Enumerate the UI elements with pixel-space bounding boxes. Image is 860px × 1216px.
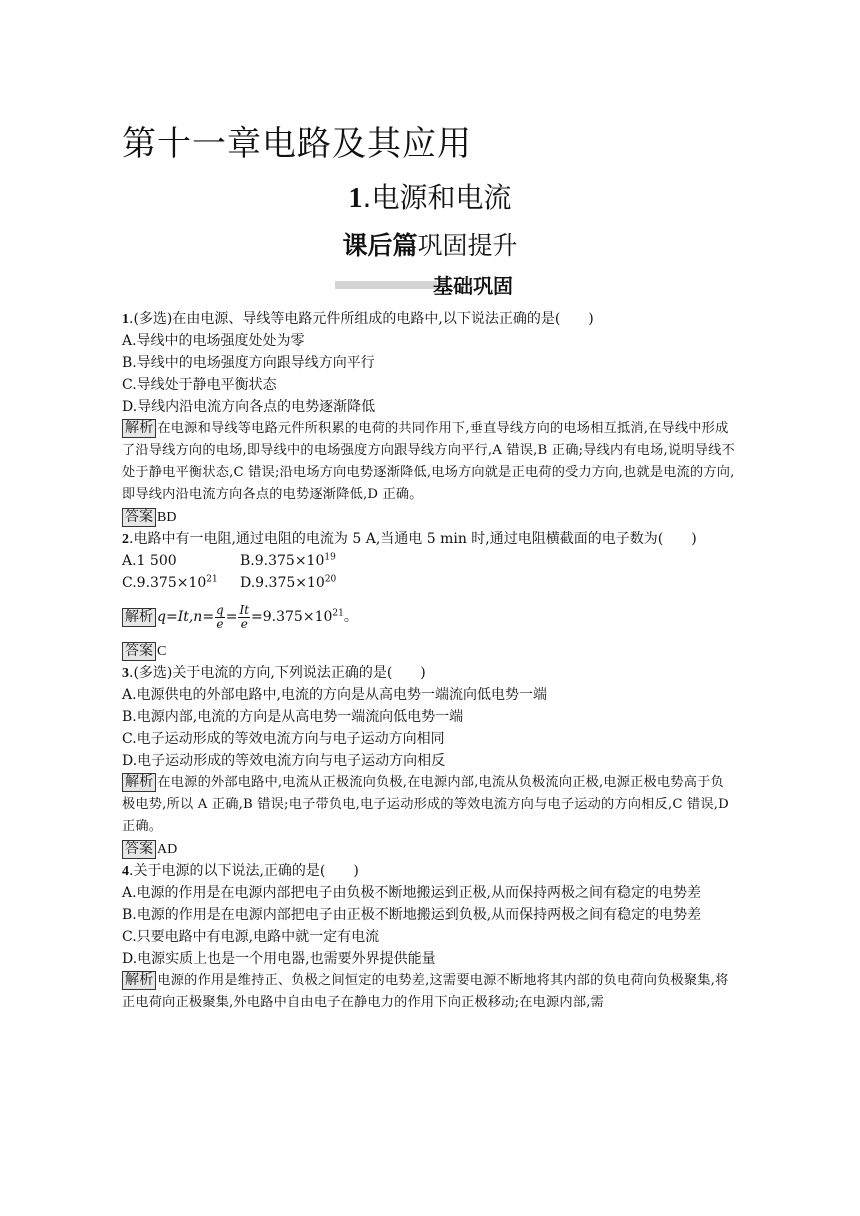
question-text: .(多选)关于电流的方向,下列说法正确的是( ) [129,665,426,681]
question-4-option-a: A.电源的作用是在电源内部把电子由负极不断地搬运到正极,从而保持两极之间有稳定的电势差 [122,885,702,901]
question-2-option-a: A.1 500 [122,553,177,569]
subtitle-bold: 课后篇 [342,231,418,260]
answer-tag: 答案 [122,508,156,527]
question-3-option-a: A.电源供电的外部电路中,电流的方向是从高电势一端流向低电势一端 [122,687,548,703]
answer-value: C [157,644,167,659]
question-number: 4 [122,864,129,879]
question-3-explanation [122,772,737,838]
question-2-option-c: $C.9.375\times 10^{21}$ [122,574,218,591]
question-3-option-b: B.电源内部,电流的方向是从高电势一端流向低电势一端 [122,709,464,725]
chapter-title: 第十一章电路及其应用 [122,124,472,164]
explanation-tag: 解析 [122,971,156,990]
explanation-text: 在电源的外部电路中,电流从正极流向负极,在电源内部,电流从负极流向正极,电源正极电势高于负极电势,所以 A 正确,B 错误;电子带负电,电子运动形成的等效电流方向与电子运动的方向相反,C 错误,D 正确。 [122,775,729,834]
question-3-answer [122,838,737,860]
question-1-option-b: B.导线中的电场强度方向跟导线方向平行 [122,355,375,371]
question-4-option-d: D.电源实质上也是一个用电器,也需要外界提供能量 [122,951,436,967]
answer-value: BD [157,510,177,525]
question-4-stem [122,860,737,882]
block-heading: 基础巩固 [433,274,513,298]
question-4-option-b: B.电源的作用是在电源内部把电子由正极不断地搬运到负极,从而保持两极之间有稳定的电势差 [122,907,702,923]
section-title-text: .电源和电流 [362,181,512,214]
question-1-stem [122,308,737,330]
question-4-explanation [122,970,737,1014]
question-2-option-d: $D.9.375\times 10^{20}$ [240,574,337,591]
fraction-q-over-e: $\frac{q}{e}$ [216,602,224,631]
question-1-option-c: C.导线处于静电平衡状态 [122,377,277,393]
question-number: 3 [122,666,129,681]
question-2-option-b: $B.9.375\times 10^{19}$ [240,552,336,569]
question-3-option-c: C.电子运动形成的等效电流方向与电子运动方向相同 [122,731,445,747]
subtitle-rest: 巩固提升 [417,231,518,260]
question-2-explanation: 解析 q=It,n= $\frac{q}{e}$ = $\frac{It}{e}$ $=9.375\times 10^{21}$。 [122,600,737,634]
question-1-explanation [122,418,737,506]
question-3-stem [122,662,737,684]
question-list [122,308,737,1014]
question-number: 2 [122,532,129,547]
question-2-stem [122,528,737,550]
question-4-option-c: C.只要电路中有电源,电路中就一定有电流 [122,929,380,945]
formula-lhs: q=It,n= [157,609,215,625]
explanation-tag: 解析 [122,419,156,438]
question-1-answer [122,506,737,528]
formula-result: $=9.375\times 10^{21}$。 [251,608,358,625]
question-text: .关于电源的以下说法,正确的是( ) [129,863,359,879]
answer-value: AD [157,842,178,857]
subtitle [0,226,860,262]
explanation-tag: 解析 [122,608,156,627]
question-2-answer [122,640,737,662]
explanation-tag: 解析 [122,773,156,792]
section-number: 1 [348,183,363,214]
explanation-text: 电源的作用是维持正、负极之间恒定的电势差,这需要电源不断地将其内部的负电荷向负极聚集,将正电荷向正极聚集,外电路中自由电子在静电力的作用下向正极移动;在电源内部,需 [122,973,729,1010]
question-2-options-row-1 [122,550,737,572]
fraction-it-over-e: $\frac{It}{e}$ [239,602,250,631]
answer-tag: 答案 [122,840,156,859]
question-3-option-d: D.电子运动形成的等效电流方向与电子运动方向相反 [122,753,446,769]
question-1-option-d: D.导线内沿电流方向各点的电势逐渐降低 [122,399,376,415]
question-number: 1 [122,312,129,327]
question-2-options-row-2 [122,572,737,594]
answer-tag: 答案 [122,642,156,661]
question-text: .(多选)在由电源、导线等电路元件所组成的电路中,以下说法正确的是( ) [129,311,594,327]
question-1-option-a: A.导线中的电场强度处处为零 [122,333,305,349]
explanation-text: 在电源和导线等电路元件所积累的电荷的共同作用下,垂直导线方向的电场相互抵消,在导线中形成了沿导线方向的电场,即导线中的电场强度方向跟导线方向平行,A 错误,B 正确;导线内有电场,说明导线不处于静电平衡状态,C 错误;沿电场方向电势逐渐降低,电场方向就是正电荷的受力方向,也就是电流的方向,即导线内沿电流方向各点的电势逐渐降低,D 正确。 [122,421,735,502]
section-title [0,176,860,216]
question-text: .电路中有一电阻,通过电阻的电流为 5 A,当通电 5 min 时,通过电阻横截面的电子数为( ) [129,531,697,547]
heading-decoration-bar [335,281,437,289]
